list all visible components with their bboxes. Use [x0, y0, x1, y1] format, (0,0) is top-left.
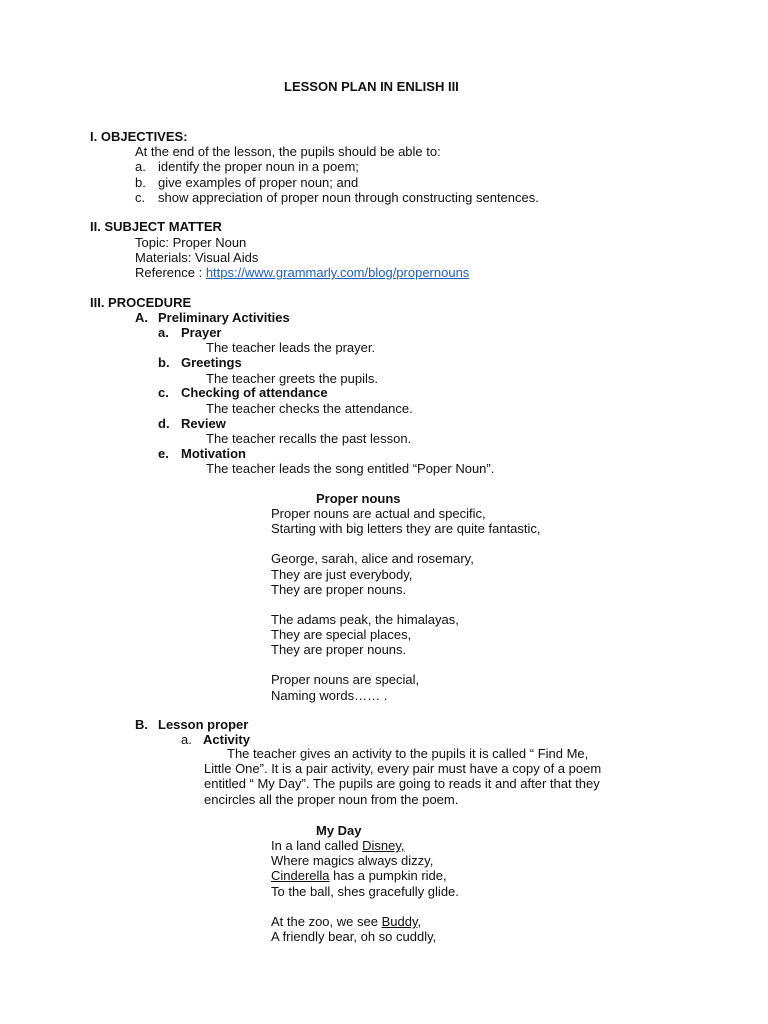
poem-line	[271, 914, 421, 929]
activity-marker: d.	[158, 416, 170, 431]
poem-line: A friendly bear, oh so cuddly,	[271, 929, 437, 944]
section-label: Preliminary Activities	[158, 310, 290, 325]
poem-line: Where magics always dizzy,	[271, 853, 434, 868]
activity-label: Motivation	[181, 446, 246, 461]
procedure-heading: III. PROCEDURE	[90, 295, 192, 310]
proper-noun-underlined: Buddy	[381, 914, 418, 929]
activity-description: The teacher greets the pupils.	[206, 371, 378, 386]
activity-paragraph	[204, 746, 677, 807]
poem-line	[271, 868, 447, 883]
subject-topic: Topic: Proper Noun	[135, 235, 247, 250]
paragraph-line: Little One”. It is a pair activity, every pair must have a copy of a poem	[204, 761, 602, 777]
section-label: Lesson proper	[158, 717, 249, 732]
song-line: They are just everybody,	[271, 567, 413, 582]
poem-title: My Day	[316, 823, 362, 838]
document-title: LESSON PLAN IN ENLISH III	[284, 79, 459, 94]
activity-heading	[158, 385, 328, 400]
activity-heading	[158, 325, 221, 340]
activity-marker: a.	[181, 732, 192, 747]
objective-item	[135, 175, 358, 190]
song-line: Proper nouns are actual and specific,	[271, 506, 486, 521]
objective-item	[135, 159, 359, 174]
poem-text: ,	[417, 914, 422, 929]
reference-link[interactable]: https://www.grammarly.com/blog/propernouns	[205, 265, 470, 280]
objective-marker: a.	[135, 159, 146, 174]
objective-text: identify the proper noun in a poem;	[158, 159, 359, 174]
objective-text: give examples of proper noun; and	[158, 175, 359, 190]
activity-label: Activity	[203, 732, 250, 747]
proper-noun-underlined: Disney,	[362, 838, 405, 853]
activity-heading	[158, 416, 226, 431]
song-line: Proper nouns are special,	[271, 672, 420, 687]
paragraph-line: The teacher gives an activity to the pupils it is called “ Find Me,	[227, 746, 589, 761]
poem-line: To the ball, shes gracefully glide.	[271, 884, 459, 899]
activity-description: The teacher recalls the past lesson.	[206, 431, 412, 446]
lesson-proper-heading	[135, 717, 248, 732]
objective-marker: b.	[135, 175, 146, 190]
activity-label: Checking of attendance	[181, 385, 328, 400]
activity-description: The teacher leads the song entitled “Poper Noun”.	[206, 461, 495, 476]
subject-matter-heading: II. SUBJECT MATTER	[90, 219, 222, 234]
objectives-heading: I. OBJECTIVES:	[90, 129, 188, 144]
song-title: Proper nouns	[316, 491, 401, 506]
poem-text: In a land called	[271, 838, 363, 853]
activity-subheading	[181, 732, 250, 747]
paragraph-line: entitled “ My Day”. The pupils are going to reads it and after that they	[204, 776, 600, 792]
activity-description: The teacher leads the prayer.	[206, 340, 376, 355]
paragraph-line: encircles all the proper noun from the poem.	[204, 791, 459, 807]
activity-label: Greetings	[181, 355, 242, 370]
activity-marker: e.	[158, 446, 169, 461]
poem-text: At the zoo, we see	[271, 914, 382, 929]
activity-description: The teacher checks the attendance.	[206, 401, 413, 416]
objective-text: show appreciation of proper noun through constructing sentences.	[158, 190, 539, 205]
section-marker: B.	[135, 717, 148, 732]
poem-text: has a pumpkin ride,	[329, 868, 447, 883]
objective-item	[135, 190, 539, 205]
activity-label: Review	[181, 416, 226, 431]
activity-marker: c.	[158, 385, 169, 400]
activity-heading	[158, 355, 242, 370]
song-line: They are proper nouns.	[271, 642, 407, 657]
section-marker: A.	[135, 310, 148, 325]
subject-reference	[135, 265, 469, 280]
reference-label: Reference :	[135, 265, 203, 280]
objective-marker: c.	[135, 190, 146, 205]
song-line: Naming words…… .	[271, 688, 388, 703]
poem-line	[271, 838, 404, 853]
song-line: George, sarah, alice and rosemary,	[271, 551, 474, 566]
objectives-intro: At the end of the lesson, the pupils should be able to:	[135, 144, 441, 159]
song-line: They are special places,	[271, 627, 412, 642]
song-line: The adams peak, the himalayas,	[271, 612, 459, 627]
activity-marker: a.	[158, 325, 169, 340]
song-line: They are proper nouns.	[271, 582, 407, 597]
song-line: Starting with big letters they are quite fantastic,	[271, 521, 541, 536]
proper-noun-underlined: Cinderella	[271, 868, 330, 883]
activity-heading	[158, 446, 246, 461]
preliminary-heading	[135, 310, 290, 325]
subject-materials: Materials: Visual Aids	[135, 250, 259, 265]
activity-marker: b.	[158, 355, 170, 370]
activity-label: Prayer	[181, 325, 222, 340]
